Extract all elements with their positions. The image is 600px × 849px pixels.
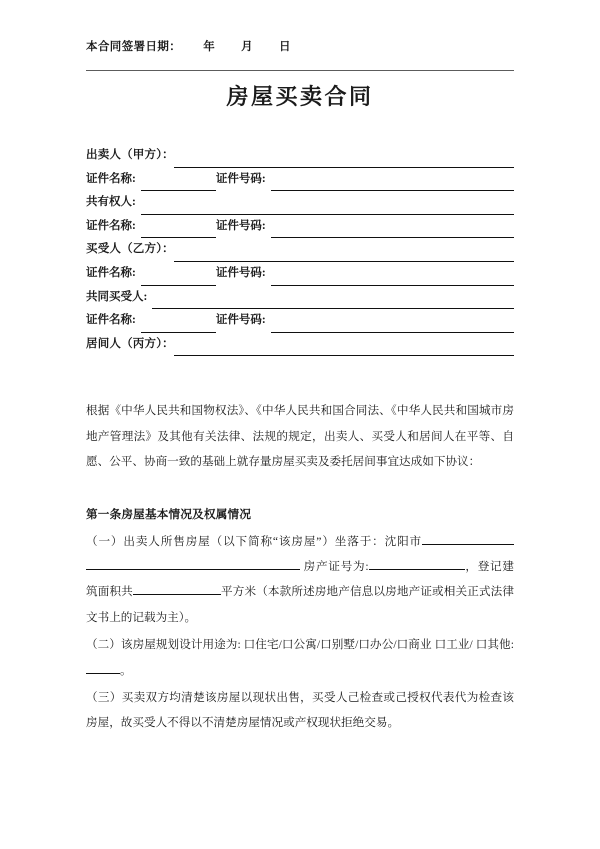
usage-separator-2: /: [316, 638, 321, 652]
article-one-clause-2: [86, 632, 514, 683]
signing-date-line: [86, 38, 514, 56]
usage-option-villa[interactable]: 口别墅: [320, 638, 356, 652]
buyer-label: 买受人（乙方）：: [86, 243, 174, 256]
usage-separator-3: /: [355, 638, 359, 652]
usage-separator-1: /: [278, 638, 282, 652]
co-owner-cert-name-blank[interactable]: [141, 224, 216, 238]
usage-option-industrial[interactable]: 口工业: [434, 638, 470, 652]
seller-row: [86, 144, 514, 168]
usage-separator-5: /: [469, 638, 473, 652]
page-title: 房屋买卖合同: [226, 84, 374, 109]
signing-date-label: 本合同签署日期：: [86, 41, 182, 53]
co-buyer-cert-no-blank[interactable]: [271, 319, 514, 333]
buyer-cert-name-blank[interactable]: [141, 272, 216, 286]
property-address-blank-1[interactable]: [422, 533, 514, 545]
buyer-cert-name-label: 证件名称:: [86, 266, 136, 279]
clause-3-number: （三）: [86, 691, 122, 704]
buyer-cert-no-blank[interactable]: [271, 272, 514, 286]
broker-label: 居间人（丙方）：: [86, 337, 174, 350]
co-owner-name-blank[interactable]: [141, 201, 514, 215]
signing-date-day-unit: 日: [279, 41, 291, 53]
page-content: [86, 0, 514, 736]
co-owner-cert-row: [86, 215, 514, 239]
usage-option-commercial[interactable]: 口商业: [396, 638, 432, 652]
buyer-cert-row: [86, 262, 514, 286]
usage-option-office[interactable]: 口办公: [358, 638, 394, 652]
clause-1-part-2: 房产证号为:: [303, 559, 369, 573]
clause-1-part-3: ，登记建筑面积共: [86, 559, 514, 599]
co-buyer-cert-no-label: 证件号码:: [215, 314, 266, 327]
usage-option-residential[interactable]: 口住宅: [243, 638, 279, 652]
signing-date-year-unit: 年: [203, 41, 216, 53]
clause-2-part-1: 该房屋规划设计用途为:: [120, 638, 241, 652]
parties-block: [86, 144, 514, 356]
seller-name-blank[interactable]: [174, 154, 514, 168]
clause-3-text: 买卖双方均清楚该房屋以现状出售，买受人己检查或己授权代表代为检查该房屋，故买受人不得以不清楚房屋情况或产权现状拒绝交易。: [86, 691, 514, 730]
article-one-clause-3: [86, 685, 514, 736]
clause-2-number: （二）: [86, 638, 121, 652]
clause-2-tail: 。: [120, 663, 132, 677]
article-one-clause-1: [86, 529, 514, 631]
co-owner-row: [86, 191, 514, 215]
seller-cert-no-label: 证件号码:: [215, 172, 266, 185]
signing-date-month-unit: 月: [241, 41, 254, 53]
seller-cert-row: [86, 168, 514, 192]
usage-option-apartment[interactable]: 口公寓: [281, 638, 317, 652]
usage-option-other[interactable]: 口其他:: [475, 638, 514, 652]
article-one-heading: 第一条房屋基本情况及权属情况: [86, 507, 252, 521]
clause-1-number: （一）: [86, 534, 124, 548]
broker-name-blank[interactable]: [174, 342, 514, 356]
co-owner-cert-name-label: 证件名称:: [86, 219, 136, 232]
broker-row: [86, 333, 514, 357]
preamble-paragraph: 根据《中华人民共和国物权法》、《中华人民共和国合同法、《中华人民共和国城市房地产管理法》及其他有关法律、法规的规定，出卖人、买受人和居间人在平等、自愿、公平、协商一致的基础上就存量房屋买卖及委托居间事宜达成如下协议：: [86, 404, 514, 469]
co-buyer-name-blank[interactable]: [152, 295, 514, 309]
usage-other-blank[interactable]: [86, 662, 120, 674]
seller-cert-name-label: 证件名称:: [86, 172, 136, 185]
property-cert-no-blank[interactable]: [369, 558, 465, 570]
clause-1-part-4: 平方米（本款所述房地产信息以房地产证或相关正式法律文书上的记载为主）。: [86, 585, 514, 624]
co-buyer-cert-row: [86, 309, 514, 333]
co-owner-cert-no-label: 证件号码:: [215, 219, 266, 232]
co-owner-cert-no-blank[interactable]: [271, 224, 514, 238]
usage-separator-4: /: [393, 638, 397, 652]
co-owner-label: 共有权人:: [86, 196, 136, 209]
buyer-cert-no-label: 证件号码:: [215, 266, 266, 279]
header-divider: [86, 70, 514, 71]
co-buyer-row: [86, 286, 514, 310]
seller-cert-name-blank[interactable]: [141, 177, 216, 191]
co-buyer-cert-name-blank[interactable]: [141, 319, 216, 333]
clause-1-part-1: 出卖人所售房屋（以下简称“该房屋”）坐落于：沈阳市: [123, 534, 422, 548]
seller-cert-no-blank[interactable]: [271, 177, 514, 191]
building-area-blank[interactable]: [133, 583, 221, 595]
co-buyer-cert-name-label: 证件名称:: [86, 314, 136, 327]
buyer-row: [86, 238, 514, 262]
co-buyer-label: 共同买受人:: [86, 290, 148, 303]
buyer-name-blank[interactable]: [174, 248, 514, 262]
seller-label: 出卖人（甲方）：: [86, 149, 174, 161]
property-address-blank-2[interactable]: [86, 558, 300, 570]
